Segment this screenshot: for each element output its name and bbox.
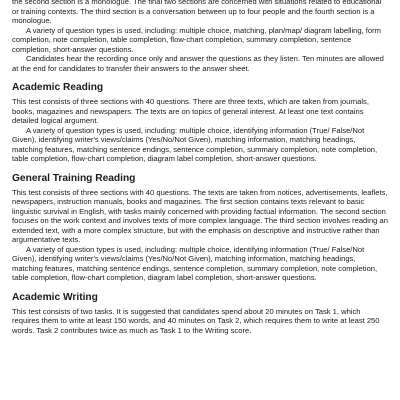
document-content	[12, 0, 388, 335]
listening-paragraph-3: Candidates hear the recording once only and answer the questions as they listen. Ten minutes are allowed at the end for candidates to transfer their answers to the answer sheet.	[12, 54, 384, 73]
academic-writing-section	[12, 292, 388, 336]
general-training-reading-paragraph-1: This test consists of three sections with 40 questions. The texts are taken from notices, advertisements, leaflets, newspapers, instruction manuals, books and magazines. The first section contains texts relevant to basic linguistic survival in English, with tasks mainly concerned with providing factual information. The second section focuses on the work context and involves texts of more complex language. The third section involves reading an extended text, with a more complex structure, but with the emphasis on descriptive and instructive rather than argumentative texts.	[12, 187, 388, 244]
academic-reading-heading: Academic Reading	[12, 82, 104, 93]
listening-paragraph-2: A variety of question types is used, including: multiple choice, matching, plan/map/ diagram labelling, form completion, note completion, table completion, flow-chart completion, summary completion, sentence completion, short-answer questions.	[12, 25, 381, 54]
general-training-reading-section	[12, 173, 388, 283]
academic-reading-paragraph-2: A variety of question types is used, including: multiple choice, identifying information (True/ False/Not Given), identifying writer's views/claims (Yes/No/Not Given), matching information, matching headings, matching features, matching sentence endings, sentence completion, summary completion, note completion, table completion, flow-chart completion, diagram label completion, short-answer questions.	[12, 125, 378, 163]
listening-section	[12, 0, 388, 73]
academic-writing-paragraph-1: This test consists of two tasks. It is suggested that candidates spend about 20 minutes on Task 1, which requires them to write at least 150 words, and 40 minutes on Task 2, which requires them to write at least 250 words. Task 2 contributes twice as much as Task 1 to the Writing score.	[12, 306, 380, 335]
general-training-reading-paragraph-2: A variety of question types is used, including: multiple choice, identifying information (True/ False/Not Given), identifying writer's views/claims (Yes/No/Not Given), matching information, matching headings, matching features, matching sentence endings, sentence completion, summary completion, note completion, table completion, flow-chart completion, diagram label completion, short-answer questions.	[12, 244, 378, 282]
general-training-reading-heading: General Training Reading	[12, 172, 136, 184]
listening-paragraph-1: the second section is a monologue. The final two sections are concerned with situations related to educational or training contexts. The third section is a conversation between up to four people and the fourth section is a monologue.	[12, 0, 382, 25]
academic-writing-heading: Academic Writing	[12, 291, 98, 303]
academic-reading-paragraph-1: This test consists of three sections with 40 questions. There are three texts, which are taken from journals, books, magazines and newspapers. The texts are on topics of general interest. At least one text contains detailed logical argument.	[12, 97, 369, 125]
academic-reading-section	[12, 82, 388, 164]
